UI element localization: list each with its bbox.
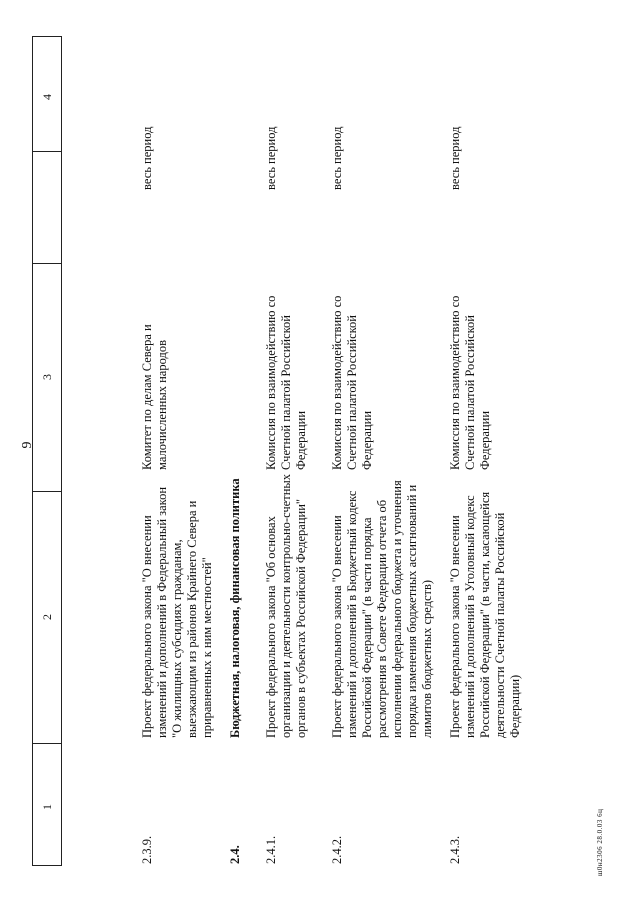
header-divider xyxy=(32,151,62,152)
row-text: Проект федерального закона "О внесении изменений и дополнений в Федеральный закон "О жилищных субсидиях гражданам, выезжающим из районов Крайнего Севера и приравненных к ним местностей" xyxy=(140,486,214,738)
row-number: 2.4.3. xyxy=(448,835,462,864)
row-responsible: Комитет по делам Севера и малочисленных народов xyxy=(140,324,169,470)
row-period: весь период xyxy=(264,126,278,190)
row-period: весь период xyxy=(448,126,462,190)
header-divider xyxy=(32,263,62,264)
column-header-3: 3 xyxy=(40,374,54,380)
row-text: Проект федерального закона "О внесении изменений и дополнений в Уголовный кодекс Российской Федерации" (в части, касающейся деятельности Счетной палаты Российской Федерации) xyxy=(448,491,522,738)
section-number: 2.4. xyxy=(228,845,242,864)
row-number: 2.4.1. xyxy=(264,835,278,864)
row-number: 2.3.9. xyxy=(140,835,154,864)
row-responsible: Комиссия по взаимодействию со Счетной палатой Российской Федерации xyxy=(330,295,374,470)
row-text: Проект федерального закона "Об основах организации и деятельности контрольно-счетных органов в субъектах Российской Федерации" xyxy=(264,473,308,738)
row-responsible: Комиссия по взаимодействию со Счетной палатой Российской Федерации xyxy=(264,295,308,470)
row-period: весь период xyxy=(330,126,344,190)
column-header-4: 4 xyxy=(40,94,54,100)
table-header xyxy=(32,36,62,866)
header-divider xyxy=(32,491,62,492)
section-title: Бюджетная, налоговая, финансовая политика xyxy=(228,478,242,738)
header-divider xyxy=(32,743,62,744)
column-header-2: 2 xyxy=(40,614,54,620)
footer-code: ш0н2306 28.0.03 6ц xyxy=(596,808,604,876)
column-header-1: 1 xyxy=(40,804,54,810)
row-text: Проект федерального закона "О внесении изменений и дополнений в Бюджетный кодекс Российской Федерации" (в части порядка рассмотрения в Совете Федерации отчета об исполнении федерального бюджета и уточнения порядка изменения бюджетных ассигнований и лимитов бюджетных средств) xyxy=(330,480,434,738)
row-responsible: Комиссия по взаимодействию со Счетной палатой Российской Федерации xyxy=(448,295,492,470)
row-period: весь период xyxy=(140,126,154,190)
page-number: 9 xyxy=(20,441,35,449)
row-number: 2.4.2. xyxy=(330,835,344,864)
